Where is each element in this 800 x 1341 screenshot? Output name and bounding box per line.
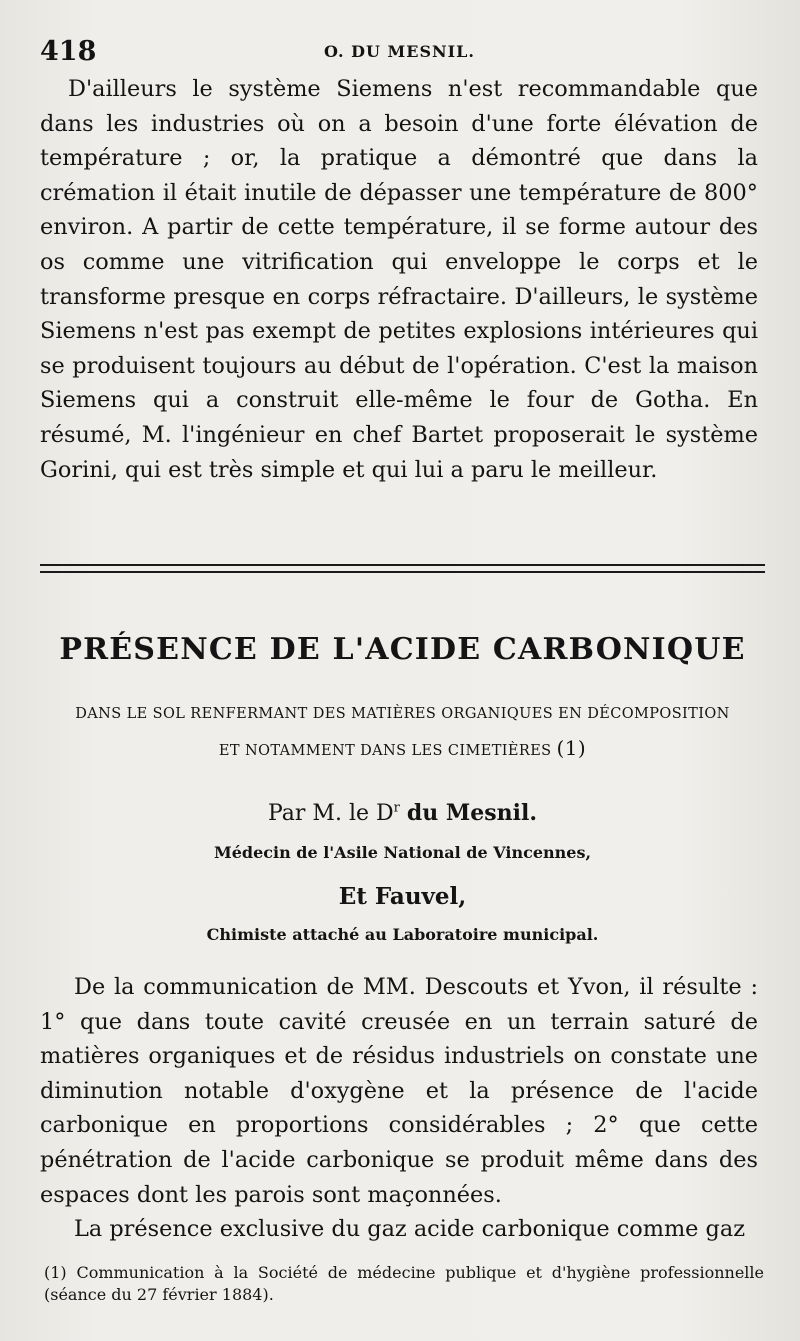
subtitle-text: ET NOTAMMENT DANS LES CIMETIÈRES [218,743,552,759]
page-number: 418 [40,36,97,67]
author-affiliation: Médecin de l'Asile National de Vincennes, [213,843,592,862]
section-rule [40,571,765,573]
article-body [40,970,758,1247]
section-rule [40,564,765,566]
paragraph: La présence exclusive du gaz acide carbonique comme gaz [74,1216,746,1243]
running-title: O. DU MESNIL. [324,42,475,61]
paragraph: De la communication de MM. Descouts et Yvon, il résulte : 1° que dans toute cavité creusée en un terrain saturé de matières organiques et de résidus industriels on constate une diminution notable d'oxygène et la présence de l'acide carbonique en proportions considérables ; 2° que cette pénétration de l'acide carbonique se produit même dans des espaces dont les parois sont maçonnées. [40,974,758,1208]
continuation-text [40,72,758,487]
article-subtitle-line2 [40,736,765,760]
footnote: (1) Communication à la Société de médecine publique et d'hygiène professionnelle (séance du 27 février 1884). [44,1263,764,1304]
paragraph: D'ailleurs le système Siemens n'est recommandable que dans les industries où on a besoin d'une forte élévation de température ; or, la pratique a démontré que dans la crémation il était inutile de dépasser une température de 800° environ. A partir de cette température, il se forme autour des os comme une vitrification qui enveloppe le corps et le transforme presque en corps réfractaire. D'ailleurs, le système Siemens n'est pas exempt de petites explosions intérieures qui se produisent toujours au début de l'opération. C'est la maison Siemens qui a construit elle-même le four de Gotha. En résumé, M. l'ingénieur en chef Bartet proposerait le système Gorini, qui est très simple et qui lui a paru le meilleur. [40,76,758,483]
author-name: du Mesnil. [406,800,537,826]
coauthor-affiliation: Chimiste attaché au Laboratoire municipal. [206,925,599,944]
running-header [40,36,740,68]
article-title: PRÉSENCE DE L'ACIDE CARBONIQUE [59,632,746,667]
author-byline [40,800,765,826]
article-subtitle-line1: DANS LE SOL RENFERMANT DES MATIÈRES ORGANIQUES EN DÉCOMPOSITION [75,706,730,722]
footnote-reference: (1) [556,736,587,760]
coauthor-byline: Et Fauvel, [338,883,467,910]
byline-sup: r [393,800,400,816]
byline-prefix: Par M. le D [267,801,394,826]
